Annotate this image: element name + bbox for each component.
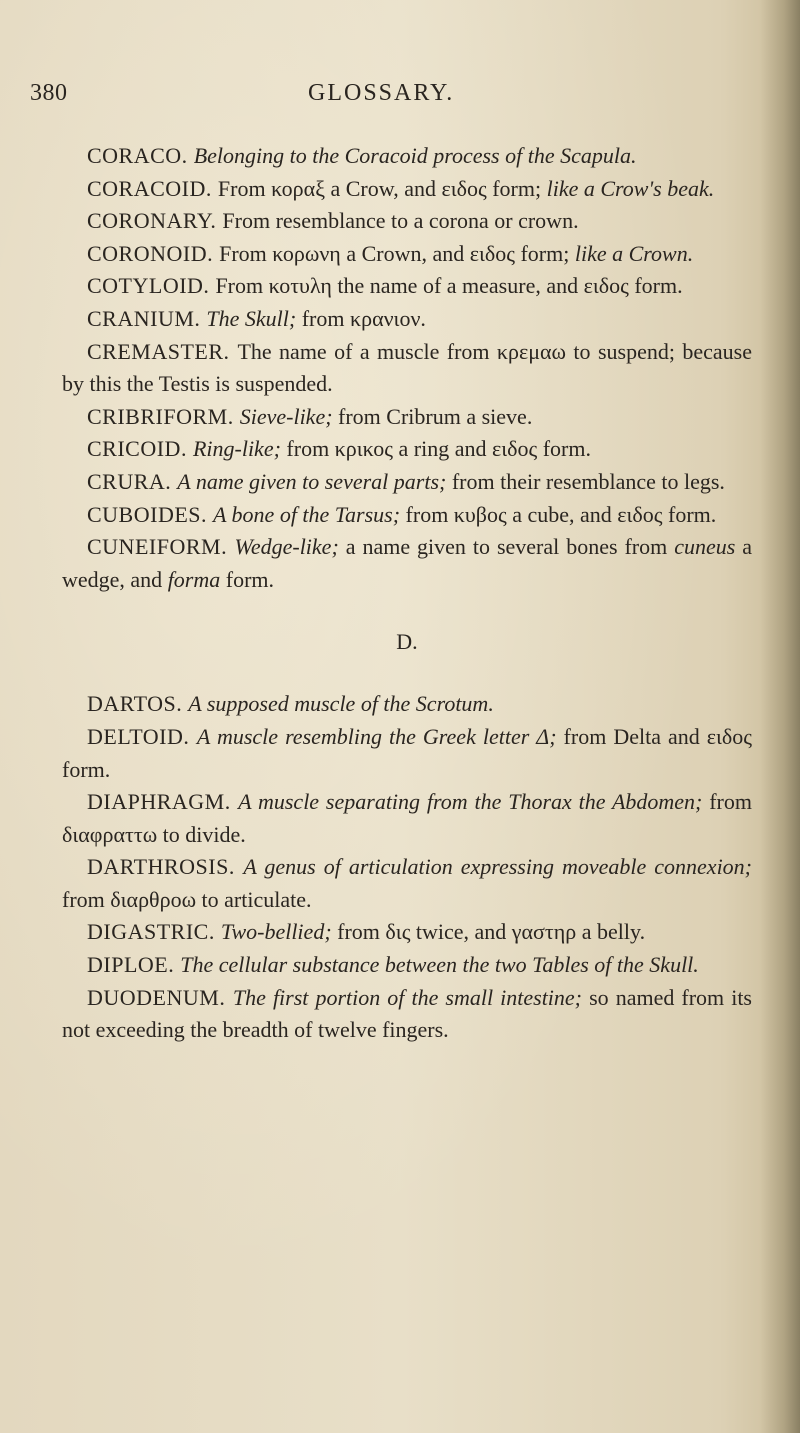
page-number: 380 (30, 80, 68, 106)
glossary-entry-crura (62, 466, 752, 499)
entry-definition: A muscle separating from the Thorax the Abdomen; (238, 789, 703, 815)
glossary-entry-duodenum (62, 982, 752, 1047)
glossary-entry-diploe (62, 949, 752, 982)
glossary-entry-diaphragm (62, 786, 752, 851)
entry-definition: The Skull; (206, 305, 297, 331)
glossary-entry-cotyloid (62, 270, 752, 303)
entry-head: DARTOS. (87, 691, 189, 717)
entry-etymology: from Delta and ειδος form. (62, 723, 753, 782)
entry-head: DELTOID. (87, 723, 197, 749)
entry-head: COTYLOID. (87, 273, 216, 299)
entry-definition: A muscle resembling the Greek letter Δ; (196, 723, 557, 749)
entry-head: DUODENUM. (87, 984, 233, 1010)
running-title: GLOSSARY. (308, 80, 455, 106)
entry-head: DIPLOE. (87, 952, 181, 978)
glossary-entry-coronary (62, 205, 752, 238)
entry-head: CORONARY. (87, 208, 223, 234)
glossary-entry-darthrosis (62, 851, 752, 916)
entry-definition: Belonging to the Coracoid process of the Scapula. (193, 143, 637, 168)
entry-head: CRICOID. (87, 436, 193, 462)
glossary-entry-deltoid (62, 721, 752, 786)
entry-etymology: from κρικος a ring and ειδος form. (280, 436, 591, 462)
entry-head: DIGASTRIC. (87, 919, 221, 945)
glossary-entry-digastric (62, 916, 752, 949)
entry-definition: A name given to several parts; (177, 468, 447, 494)
entry-definition: Wedge-like; (234, 534, 339, 560)
entry-definition: A supposed muscle of the Scrotum. (188, 691, 494, 717)
glossary-entry-coraco (62, 140, 752, 173)
entry-definition: like a Crow's beak. (546, 175, 715, 201)
entry-etymology-cont: a wedge, and (62, 534, 752, 592)
page-header (30, 80, 770, 120)
entry-etymology: from κρανιον. (296, 305, 426, 331)
entry-definition: A genus of articulation expressing moveable connexion; (243, 854, 753, 880)
page-edge-shadow (760, 0, 800, 1433)
entry-head: CRANIUM. (87, 305, 207, 331)
entry-etymology: The name of a muscle from κρεμαω to suspend; because by this the Testis is suspended. (62, 338, 752, 397)
entry-etymology: a name given to several bones from (338, 534, 675, 560)
entry-etymology-end: form. (220, 566, 275, 592)
latin-term: cuneus (674, 534, 736, 560)
entry-head: CRURA. (87, 468, 178, 494)
entry-head: CUBOIDES. (87, 501, 214, 527)
glossary-entry-cuneiform (62, 531, 752, 596)
entry-head: DIAPHRAGM. (87, 789, 239, 815)
entry-definition: like a Crown. (574, 240, 694, 266)
entry-head: DARTHROSIS. (87, 854, 244, 880)
glossary-entry-dartos (62, 688, 752, 721)
entry-head: CORACOID. (87, 175, 218, 201)
entry-etymology: from διαφραττω to divide. (62, 789, 752, 847)
entry-definition: Sieve-like; (239, 403, 333, 429)
glossary-entry-coronoid (62, 238, 752, 271)
entry-head: CORACO. (87, 143, 194, 168)
entry-etymology: from their resemblance to legs. (446, 468, 725, 494)
entry-etymology: From κοραξ a Crow, and ειδος form; (217, 175, 547, 201)
entry-etymology: from διαρθροω to articulate. (62, 886, 312, 912)
entry-etymology: From κοτυλη the name of a measure, and ειδος form. (215, 273, 683, 299)
entry-definition: The cellular substance between the two Tables of the Skull. (180, 952, 699, 978)
entry-definition: Ring-like; (192, 436, 281, 462)
entry-head: CUNEIFORM. (87, 534, 235, 560)
glossary-entry-cricoid (62, 433, 752, 466)
glossary-entry-cuboides (62, 499, 752, 532)
entry-head: CRIBRIFORM. (87, 403, 240, 429)
entry-definition: The first portion of the small intestine; (232, 984, 583, 1010)
entry-etymology: From resemblance to a corona or crown. (222, 208, 579, 234)
glossary-content (62, 140, 752, 1047)
latin-term: forma (167, 566, 221, 592)
entry-head: CORONOID. (87, 240, 220, 266)
glossary-entry-cremaster (62, 336, 752, 401)
glossary-entry-cribriform (62, 401, 752, 434)
entry-etymology: from κυβος a cube, and ειδος form. (400, 501, 717, 527)
glossary-entry-cranium (62, 303, 752, 336)
entry-etymology: From κορωνη a Crown, and ειδος form; (219, 240, 575, 266)
entry-etymology: from δις twice, and γαστηρ a belly. (331, 919, 646, 945)
section-letter: D. (396, 629, 418, 655)
entry-head: CREMASTER. (87, 338, 238, 364)
entry-etymology: from Cribrum a sieve. (332, 403, 533, 429)
entry-definition: Two-bellied; (220, 919, 332, 945)
entry-definition: A bone of the Tarsus; (213, 501, 401, 527)
entry-etymology: so named from its not exceeding the breadth of twelve fingers. (62, 984, 752, 1043)
glossary-entry-coracoid (62, 173, 752, 206)
